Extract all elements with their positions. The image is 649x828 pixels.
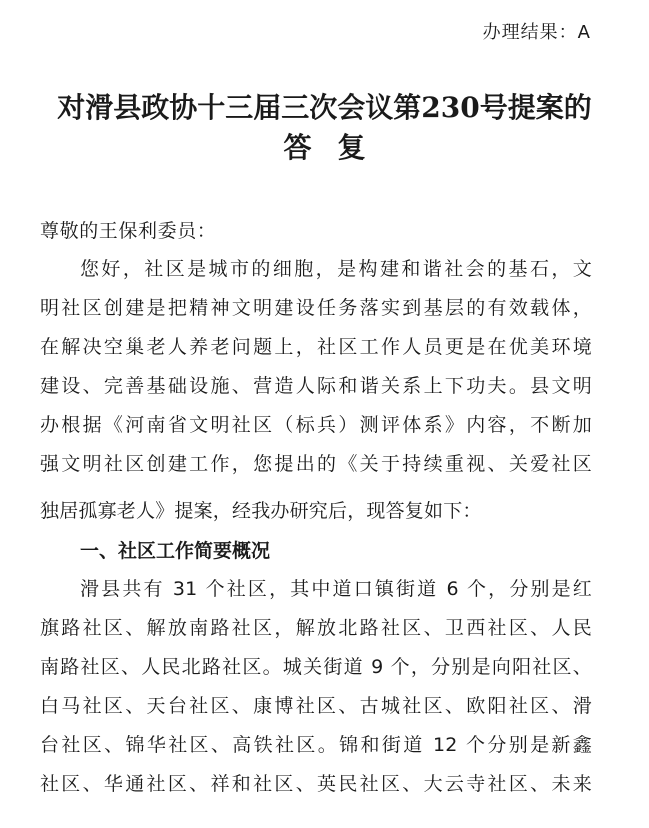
paragraph-line: 旗路社区、解放南路社区，解放北路社区、卫西社区、人民 [40, 617, 592, 639]
paragraph-line: 建设、完善基础设施、营造人际和谐关系上下功夫。县文明 [40, 375, 592, 397]
salutation: 尊敬的王保利委员： [40, 220, 217, 242]
section-heading: 一、社区工作简要概况 [80, 540, 271, 562]
paragraph-line: 台社区、锦华社区、高铁社区。锦和街道 12 个分别是新鑫 [40, 734, 592, 756]
paragraph-line: 独居孤寡老人》提案，经我办研究后，现答复如下： [40, 500, 482, 522]
paragraph-line: 滑县共有 31 个社区，其中道口镇街道 6 个，分别是红 [80, 578, 592, 600]
document-title-line1: 对滑县政协十三届三次会议第230号提案的 [57, 91, 592, 124]
paragraph-line: 社区、华通社区、祥和社区、英民社区、大云寺社区、未来 [40, 773, 592, 795]
paragraph-line: 您好，社区是城市的细胞，是构建和谐社会的基石，文 [80, 258, 592, 280]
paragraph-line: 办根据《河南省文明社区（标兵）测评体系》内容，不断加 [40, 414, 592, 436]
paragraph-line: 强文明社区创建工作，您提出的《关于持续重视、关爱社区 [40, 453, 592, 475]
paragraph-line: 明社区创建是把精神文明建设任务落实到基层的有效载体， [40, 297, 592, 319]
paragraph-line: 在解决空巢老人养老问题上，社区工作人员更是在优美环境 [40, 336, 592, 358]
paragraph-line: 南路社区、人民北路社区。城关街道 9 个，分别是向阳社区、 [40, 656, 592, 678]
document-title-line2: 答复 [283, 131, 392, 164]
paragraph-line: 白马社区、天台社区、康博社区、古城社区、欧阳社区、滑 [40, 695, 592, 717]
processing-result-label: 办理结果：A [482, 22, 591, 43]
